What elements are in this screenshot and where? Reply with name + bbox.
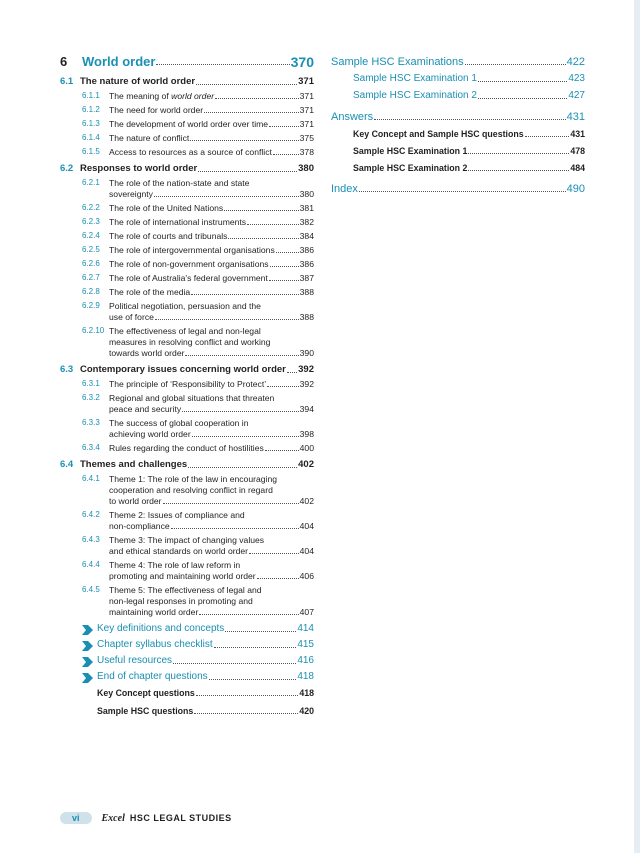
toc-subsection-6.2.10[interactable] xyxy=(60,326,314,359)
toc-subsection-6.2.6[interactable] xyxy=(60,259,314,270)
subsection-number: 6.2.9 xyxy=(82,301,100,310)
subsection-page: 386 xyxy=(299,245,314,255)
toc-subsection-6.2.4[interactable] xyxy=(60,231,314,242)
subsection-line: non-compliance xyxy=(109,521,170,531)
subsection-line: The role of international instruments xyxy=(109,217,247,227)
subsection-line: cooperation and resolving conflict in regard xyxy=(109,485,273,495)
subsection-line: Regional and global situations that threaten xyxy=(109,393,275,403)
toc-left-column xyxy=(60,56,314,723)
subsection-page: 400 xyxy=(299,443,314,453)
toc-section-6.4[interactable] xyxy=(60,459,314,471)
subsection-line: Theme 3: The impact of changing values xyxy=(109,535,265,545)
section-title: Responses to world order xyxy=(80,163,198,174)
extra-bold-page: 420 xyxy=(299,706,314,716)
toc-subsection-6.2.1[interactable] xyxy=(60,178,314,200)
toc-subsection-6.4.4[interactable] xyxy=(60,560,314,582)
toc-subsection-6.2.8[interactable] xyxy=(60,287,314,298)
page-edge-bar xyxy=(634,0,640,853)
toc-subsection-6.1.2[interactable] xyxy=(60,105,314,116)
subsection-page: 371 xyxy=(299,119,314,129)
subsection-line: Access to resources as a source of conflict xyxy=(109,147,272,157)
section-number: 6.2 xyxy=(60,163,74,174)
toc-entry-sample-exams[interactable]: Sample HSC Examinations 422 xyxy=(331,56,585,68)
subsection-number: 6.3.3 xyxy=(82,418,100,427)
chevron-arrow-icon xyxy=(82,641,93,651)
subsection-line: The role of the United Nations xyxy=(109,203,224,213)
section-title: Contemporary issues concerning world order xyxy=(80,364,286,375)
extra-page: 415 xyxy=(297,639,314,650)
toc-subsection-6.3.2[interactable] xyxy=(60,393,314,415)
chapter-title: World order xyxy=(82,54,156,69)
subsection-page: 402 xyxy=(299,496,314,506)
subsection-line: The effectiveness of legal and non-legal xyxy=(109,326,261,336)
subsection-page: 398 xyxy=(299,429,314,439)
subsection-page: 390 xyxy=(299,348,314,358)
toc-subsection-6.4.5[interactable] xyxy=(60,585,314,618)
toc-extra-item[interactable] xyxy=(82,671,314,683)
subsection-page: 382 xyxy=(299,217,314,227)
subsection-number: 6.3.2 xyxy=(82,393,100,402)
subsection-page: 378 xyxy=(299,147,314,157)
page-number-badge: vi xyxy=(60,812,92,824)
subsection-page: 387 xyxy=(299,273,314,283)
chevron-arrow-icon xyxy=(82,625,93,635)
toc-subsection-6.3.3[interactable] xyxy=(60,418,314,440)
toc-subsection-6.2.2[interactable] xyxy=(60,203,314,214)
section-page: 380 xyxy=(298,163,314,174)
subsection-line: and ethical standards on world order xyxy=(109,546,249,556)
toc-extra-item[interactable] xyxy=(82,639,314,651)
subsection-line: sovereignty xyxy=(109,189,153,199)
section-number: 6.1 xyxy=(60,76,74,87)
brand-name: Excel xyxy=(101,812,125,824)
subsection-page: 404 xyxy=(299,546,314,556)
section-number: 6.4 xyxy=(60,459,74,470)
chapter-number: 6 xyxy=(60,54,68,69)
toc-entry-index[interactable]: Index 490 xyxy=(331,183,585,195)
subsection-number: 6.2.10 xyxy=(82,326,105,335)
toc-subsection-6.3.1[interactable] xyxy=(60,379,314,390)
section-page: 392 xyxy=(298,364,314,375)
extra-bold-label: Key Concept questions xyxy=(97,688,195,698)
chevron-arrow-icon xyxy=(82,657,93,667)
subsection-line: to world order xyxy=(109,496,162,506)
subsection-page: 375 xyxy=(299,133,314,143)
subsection-line: Theme 4: The role of law reform in xyxy=(109,560,241,570)
subsection-line: The role of Australia's federal government xyxy=(109,273,268,283)
subsection-page: 371 xyxy=(299,105,314,115)
toc-subsection-6.1.1[interactable] xyxy=(60,91,314,102)
subsection-number: 6.4.3 xyxy=(82,535,100,544)
subsection-number: 6.1.3 xyxy=(82,119,100,128)
subsection-italic: world order xyxy=(171,91,215,101)
chevron-arrow-icon xyxy=(82,673,93,683)
subsection-page: 406 xyxy=(299,571,314,581)
subsection-number: 6.4.2 xyxy=(82,510,100,519)
subsection-line: peace and security xyxy=(109,404,182,414)
toc-subsection-6.1.3[interactable] xyxy=(60,119,314,130)
subsection-number: 6.2.5 xyxy=(82,245,100,254)
subsection-page: 371 xyxy=(299,91,314,101)
extra-page: 414 xyxy=(297,623,314,634)
subsection-line: achieving world order xyxy=(109,429,191,439)
subsection-line: non-legal responses in promoting and xyxy=(109,596,253,606)
subsection-page: 381 xyxy=(299,203,314,213)
subsection-number: 6.1.1 xyxy=(82,91,100,100)
subsection-line: Rules regarding the conduct of hostilities xyxy=(109,443,264,453)
toc-entry-answers-kc[interactable]: Key Concept and Sample HSC questions 431 xyxy=(353,129,585,139)
subsection-number: 6.2.6 xyxy=(82,259,100,268)
extra-bold-label: Sample HSC questions xyxy=(97,706,194,716)
subsection-line: The principle of ‘Responsibility to Protect’ xyxy=(109,379,267,389)
subsection-page: 394 xyxy=(299,404,314,414)
extra-label: End of chapter questions xyxy=(97,671,208,682)
subsection-number: 6.1.2 xyxy=(82,105,100,114)
subsection-line: maintaining world order xyxy=(109,607,199,617)
toc-right-column xyxy=(331,56,585,200)
toc-subsection-6.1.5[interactable] xyxy=(60,147,314,158)
toc-subsection-6.2.9[interactable] xyxy=(60,301,314,323)
subsection-page: 388 xyxy=(299,287,314,297)
subsection-line: The role of non-government organisations xyxy=(109,259,269,269)
section-title: The nature of world order xyxy=(80,76,196,87)
toc-extra-item[interactable] xyxy=(82,623,314,635)
toc-entry-answers[interactable]: Answers 431 xyxy=(331,111,585,123)
subsection-line: The role of the nation-state and state xyxy=(109,178,250,188)
toc-extra-bold-item[interactable] xyxy=(97,687,314,699)
subsection-page: 404 xyxy=(299,521,314,531)
subsection-page: 392 xyxy=(299,379,314,389)
subsection-line: Political negotiation, persuasion and the xyxy=(109,301,261,311)
section-page: 402 xyxy=(298,459,314,470)
section-number: 6.3 xyxy=(60,364,74,375)
toc-section-6.3[interactable] xyxy=(60,364,314,376)
toc-entry-exam-2[interactable]: Sample HSC Examination 2 427 xyxy=(353,90,585,101)
toc-extra-bold-item[interactable] xyxy=(97,705,314,717)
subsection-line: promoting and maintaining world order xyxy=(109,571,256,581)
subsection-page: 384 xyxy=(299,231,314,241)
chapter-page: 370 xyxy=(290,54,314,70)
subsection-line: The role of the media xyxy=(109,287,191,297)
toc-entry-exam-1[interactable]: Sample HSC Examination 1 423 xyxy=(353,73,585,84)
toc-section-6.1[interactable] xyxy=(60,76,314,88)
subsection-number: 6.2.4 xyxy=(82,231,100,240)
book-title: HSC LEGAL STUDIES xyxy=(129,813,232,823)
extra-page: 418 xyxy=(297,671,314,682)
subsection-line: towards world order xyxy=(109,348,185,358)
subsection-page: 388 xyxy=(299,312,314,322)
extra-label: Useful resources xyxy=(97,655,173,666)
toc-subsection-6.2.7[interactable] xyxy=(60,273,314,284)
extra-label: Key definitions and concepts xyxy=(97,623,225,634)
subsection-number: 6.2.8 xyxy=(82,287,100,296)
subsection-line: The meaning of xyxy=(109,91,172,101)
toc-entry-answers-exam-2[interactable]: Sample HSC Examination 2 484 xyxy=(353,163,585,173)
subsection-line: The role of courts and tribunals xyxy=(109,231,228,241)
subsection-number: 6.4.4 xyxy=(82,560,100,569)
toc-subsection-6.1.4[interactable] xyxy=(60,133,314,144)
subsection-line: measures in resolving conflict and working xyxy=(109,337,271,347)
toc-subsection-6.4.2[interactable] xyxy=(60,510,314,532)
subsection-number: 6.3.4 xyxy=(82,443,100,452)
subsection-page: 407 xyxy=(299,607,314,617)
subsection-number: 6.2.3 xyxy=(82,217,100,226)
subsection-line: The development of world order over time xyxy=(109,119,269,129)
section-title: Themes and challenges xyxy=(80,459,188,470)
chapter-heading[interactable] xyxy=(60,56,314,68)
subsection-number: 6.2.1 xyxy=(82,178,100,187)
toc-entry-answers-exam-1[interactable]: Sample HSC Examination 1 478 xyxy=(353,146,585,156)
section-page: 371 xyxy=(298,76,314,87)
subsection-number: 6.2.2 xyxy=(82,203,100,212)
toc-subsection-6.4.1[interactable] xyxy=(60,474,314,507)
subsection-number: 6.2.7 xyxy=(82,273,100,282)
toc-section-6.2[interactable] xyxy=(60,163,314,175)
subsection-number: 6.1.5 xyxy=(82,147,100,156)
subsection-number: 6.1.4 xyxy=(82,133,100,142)
subsection-number: 6.3.1 xyxy=(82,379,100,388)
extra-label: Chapter syllabus checklist xyxy=(97,639,213,650)
extra-bold-page: 418 xyxy=(299,688,314,698)
subsection-line: Theme 1: The role of the law in encouraging xyxy=(109,474,277,484)
subsection-number: 6.4.1 xyxy=(82,474,100,483)
toc-extra-item[interactable] xyxy=(82,655,314,667)
toc-subsection-6.2.3[interactable] xyxy=(60,217,314,228)
subsection-line: Theme 5: The effectiveness of legal and xyxy=(109,585,262,595)
toc-subsection-6.3.4[interactable] xyxy=(60,443,314,454)
subsection-line: The need for world order xyxy=(109,105,204,115)
subsection-line: use of force xyxy=(109,312,154,322)
toc-subsection-6.2.5[interactable] xyxy=(60,245,314,256)
page-footer xyxy=(60,812,232,824)
subsection-line: The role of intergovernmental organisations xyxy=(109,245,275,255)
toc-subsection-6.4.3[interactable] xyxy=(60,535,314,557)
subsection-page: 386 xyxy=(299,259,314,269)
subsection-line: Theme 2: Issues of compliance and xyxy=(109,510,245,520)
extra-page: 416 xyxy=(297,655,314,666)
subsection-line: The success of global cooperation in xyxy=(109,418,249,428)
subsection-number: 6.4.5 xyxy=(82,585,100,594)
subsection-line: The nature of conflict xyxy=(109,133,190,143)
subsection-page: 380 xyxy=(299,189,314,199)
